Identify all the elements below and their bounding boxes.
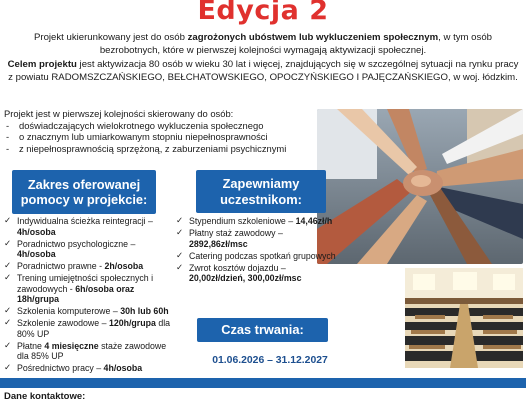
target-item: - o znacznym lub umiarkowanym stopniu niepełnosprawności (4, 131, 304, 143)
goal-text-end: , w woj. łódzkim. (447, 71, 518, 83)
support-heading: Zakres oferowanej pomocy w projekcie: (12, 170, 156, 214)
intro-text: Projekt ukierunkowany jest do osób (33, 32, 188, 43)
support-item: ✓ Pośrednictwo pracy – 4h/osoba (3, 363, 173, 374)
guarantee-item: ✓ Płatny staż zawodowy – 2892,86zł/msc (175, 228, 343, 249)
guarantee-item: ✓ Zwrot kosztów dojazdu – 20,00zł/dzień, 300,00zł/msc (175, 263, 343, 284)
goal-paragraph (6, 59, 520, 84)
support-item: ✓ Poradnictwo prawne - 2h/osoba (3, 261, 173, 272)
goal-label: Celem projektu (7, 59, 77, 70)
support-item: ✓ Trening umiejętności społecznych i zawodowych - 6h/osoba oraz 18h/grupa (3, 273, 173, 305)
target-heading: Projekt jest w pierwszej kolejności skierowany do osób: (4, 108, 234, 119)
target-group (4, 108, 304, 154)
guarantee-item: ✓ Stypendium szkoleniowe – 14,46zł/h (175, 216, 343, 227)
intro-text-end: , w tym osób bezrobotnych, które w pierwszej kolejności wymagają aktywizacji społecznej. (99, 32, 492, 56)
contact-label: Dane kontaktowe: (4, 391, 86, 400)
guarantee-heading: Zapewniamy uczestnikom: (196, 170, 326, 213)
support-item: ✓ Indywidualna ścieżka reintegracji – 4h/osoba (3, 216, 173, 237)
intro-paragraph (6, 32, 520, 57)
support-item: ✓ Poradnictwo psychologiczne – 4h/osoba (3, 239, 173, 260)
target-list (4, 120, 304, 155)
target-item: - doświadczających wielokrotnego wykluczenia społecznego (4, 120, 304, 132)
footer-bar (0, 378, 526, 388)
goal-text: jest aktywizacja 80 osób w wieku 30 lat i więcej, znajdujących się w szczególnej sytuacji na rynku pracy z powiatu (8, 59, 519, 83)
hands-together-photo (317, 109, 523, 264)
goal-districts: RADOMSZCZAŃSKIEGO, BEŁCHATOWSKIEGO, OPOCZYŃSKIEGO I PAJĘCZAŃSKIEGO (51, 71, 448, 83)
poster-title: Edycja 2 (197, 0, 329, 26)
duration-heading: Czas trwania: (197, 318, 328, 342)
target-item: - z niepełnosprawnością sprzężoną, z zaburzeniami psychicznymi (4, 143, 304, 155)
support-item: ✓ Płatne 4 miesięczne staże zawodowe dla 85% UP (3, 341, 173, 362)
support-item: ✓ Szkolenia komputerowe – 30h lub 60h (3, 306, 173, 317)
support-item: ✓ Szkolenie zawodowe – 120h/grupa dla 80% UP (3, 318, 173, 339)
support-list (3, 216, 173, 375)
guarantee-list (175, 216, 343, 285)
seminar-room-photo (405, 268, 523, 368)
intro-bold: zagrożonych ubóstwem lub wykluczeniem społecznym (187, 32, 439, 43)
guarantee-item: ✓ Catering podczas spotkań grupowych (175, 251, 343, 262)
project-dates: 01.06.2026 – 31.12.2027 (212, 355, 328, 366)
